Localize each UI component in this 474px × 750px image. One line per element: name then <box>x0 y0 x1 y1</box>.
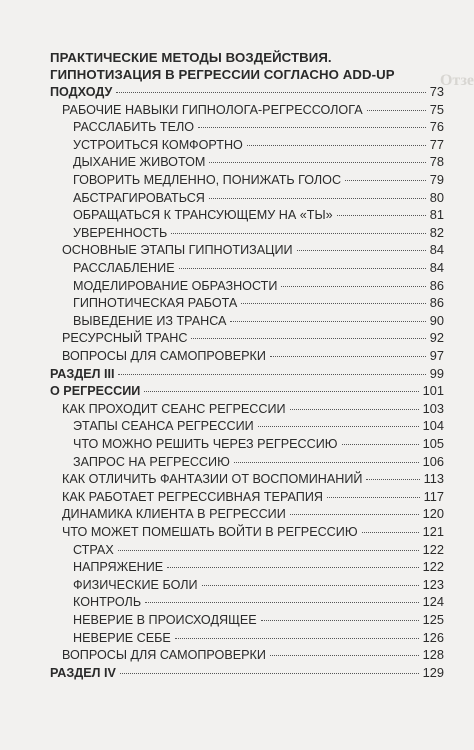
toc-entry <box>50 664 444 681</box>
toc-entry-title: РАССЛАБИТЬ ТЕЛО <box>73 120 195 135</box>
toc-entry-page-number: 122 <box>422 541 444 557</box>
toc-entry-title: РЕСУРСНЫЙ ТРАНС <box>62 331 188 346</box>
toc-entry-title: КОНТРОЛЬ <box>73 595 142 610</box>
dot-leader <box>241 303 425 304</box>
toc-entry-page-number: 120 <box>422 506 444 522</box>
toc-entry-title: СТРАХ <box>73 542 114 557</box>
toc-entry <box>62 646 444 663</box>
toc-entry-title: НЕВЕРИЕ СЕБЕ <box>73 630 171 645</box>
toc-entry <box>73 611 444 628</box>
toc-entry-title: РАССЛАБЛЕНИЕ <box>73 261 175 275</box>
dot-leader <box>118 374 425 375</box>
toc-entry <box>62 241 444 258</box>
toc-entry-page-number: 79 <box>429 172 444 187</box>
toc-entry-page-number: 123 <box>422 576 444 592</box>
toc-entry-page-number: 97 <box>429 348 444 363</box>
toc-entry-title: ДИНАМИКА КЛИЕНТА В РЕГРЕССИИ <box>62 507 286 522</box>
toc-entry-title: РАЗДЕЛ III <box>50 366 115 381</box>
dot-leader <box>270 356 426 357</box>
toc-entry <box>73 136 444 153</box>
toc-entry-title: НЕВЕРИЕ В ПРОИСХОДЯЩЕЕ <box>73 613 257 627</box>
toc-entry <box>73 417 444 434</box>
toc-entry-page-number: 84 <box>429 242 444 258</box>
toc-entry-page-number: 84 <box>429 260 444 275</box>
toc-entry <box>73 294 444 311</box>
dot-leader <box>209 162 425 163</box>
toc-entry-title: ПОДХОДУ <box>50 85 113 99</box>
toc-entry-page-number: 75 <box>429 101 444 117</box>
toc-entry <box>73 558 444 575</box>
dot-leader <box>120 673 419 674</box>
toc-entry-page-number: 129 <box>422 664 444 680</box>
toc-entry-title: РАБОЧИЕ НАВЫКИ ГИПНОЛОГА-РЕГРЕССОЛОГА <box>62 102 363 117</box>
toc-entry-page-number: 86 <box>429 277 444 293</box>
dot-leader <box>342 444 419 445</box>
toc-entry <box>73 312 444 329</box>
toc-entry-page-number: 99 <box>429 365 444 381</box>
toc-entry-title: ОБРАЩАТЬСЯ К ТРАНСУЮЩЕМУ НА «ТЫ» <box>73 208 333 223</box>
toc-entry <box>50 382 444 399</box>
toc-entry <box>62 505 444 522</box>
dot-leader <box>116 92 425 93</box>
toc-entry-title: ГИПНОТИЧЕСКАЯ РАБОТА <box>73 296 238 311</box>
toc-entry-page-number: 81 <box>429 207 444 223</box>
toc-entry-page-number: 77 <box>429 136 444 152</box>
toc-entry-title: АБСТРАГИРОВАТЬСЯ <box>73 190 205 205</box>
toc-entry-title: УСТРОИТЬСЯ КОМФОРТНО <box>73 137 243 152</box>
dot-leader <box>290 514 419 515</box>
toc-entry <box>62 101 444 118</box>
toc-entry <box>62 488 444 505</box>
toc-entry-page-number: 86 <box>429 295 444 311</box>
dot-leader <box>171 233 426 234</box>
dot-leader <box>366 479 419 480</box>
toc-entry-title: ЧТО МОЖНО РЕШИТЬ ЧЕРЕЗ РЕГРЕССИЮ <box>73 437 338 451</box>
dot-leader <box>234 462 419 463</box>
dot-leader <box>345 180 426 181</box>
toc-entry-page-number: 76 <box>429 119 444 135</box>
dot-leader <box>327 497 420 498</box>
toc-entry-page-number: 82 <box>429 224 444 240</box>
toc-entry-page-number: 92 <box>429 330 444 346</box>
toc-entry-title: КАК РАБОТАЕТ РЕГРЕССИВНАЯ ТЕРАПИЯ <box>62 489 323 504</box>
dot-leader <box>144 391 418 392</box>
dot-leader <box>191 338 425 339</box>
dot-leader <box>145 602 419 603</box>
toc-entry-title: ВЫВЕДЕНИЕ ИЗ ТРАНСА <box>73 313 227 328</box>
dot-leader <box>202 585 419 586</box>
toc-entry-page-number: 90 <box>429 312 444 328</box>
toc-entry <box>73 171 444 188</box>
toc-entry-page-number: 106 <box>422 453 444 469</box>
dot-leader <box>247 145 426 146</box>
toc-entry-title: ГОВОРИТЬ МЕДЛЕННО, ПОНИЖАТЬ ГОЛОС <box>73 173 342 187</box>
toc-entry <box>73 206 444 223</box>
toc-entry-page-number: 124 <box>422 594 444 610</box>
toc-entry-page-number: 128 <box>422 647 444 663</box>
toc-entry-title: ДЫХАНИЕ ЖИВОТОМ <box>73 155 206 170</box>
toc-entry-title: ВОПРОСЫ ДЛЯ САМОПРОВЕРКИ <box>62 648 266 663</box>
dot-leader <box>258 426 419 427</box>
dot-leader <box>367 110 426 111</box>
toc-entry <box>62 347 444 364</box>
dot-leader <box>290 409 419 410</box>
toc-entry-title: УВЕРЕННОСТЬ <box>73 225 168 240</box>
toc-entry <box>62 523 444 540</box>
dot-leader <box>118 550 419 551</box>
toc-entry-title: ОСНОВНЫЕ ЭТАПЫ ГИПНОТИЗАЦИИ <box>62 243 293 258</box>
toc-entry-page-number: 113 <box>423 471 444 487</box>
toc-entry <box>73 153 444 170</box>
toc-entry-page-number: 78 <box>429 154 444 170</box>
bleed-through-text: Отзе <box>439 72 474 89</box>
toc-entry <box>50 365 444 382</box>
toc-entry-page-number: 105 <box>422 436 444 451</box>
section-heading-line-2: ГИПНОТИЗАЦИЯ В РЕГРЕССИИ СОГЛАСНО ADD-UP <box>50 67 395 82</box>
toc-entry <box>73 224 444 241</box>
toc-entry-title: ФИЗИЧЕСКИЕ БОЛИ <box>73 577 198 592</box>
dot-leader <box>209 198 426 199</box>
section-heading-line-1: ПРАКТИЧЕСКИЕ МЕТОДЫ ВОЗДЕЙСТВИЯ. <box>50 50 332 65</box>
toc-entry <box>73 453 444 470</box>
dot-leader <box>281 286 425 287</box>
toc-entry <box>73 576 444 593</box>
toc-entry <box>73 118 444 135</box>
dot-leader <box>337 215 426 216</box>
toc-entry-page-number: 117 <box>423 488 444 504</box>
toc-entry-title: ВОПРОСЫ ДЛЯ САМОПРОВЕРКИ <box>62 349 266 363</box>
dot-leader <box>175 638 419 639</box>
toc-entry-title: ЗАПРОС НА РЕГРЕССИЮ <box>73 454 230 469</box>
toc-entry-page-number: 103 <box>422 400 444 416</box>
toc-entry-title: НАПРЯЖЕНИЕ <box>73 560 164 575</box>
dot-leader <box>297 250 426 251</box>
dot-leader <box>179 268 426 269</box>
toc-entry-title: МОДЕЛИРОВАНИЕ ОБРАЗНОСТИ <box>73 278 278 293</box>
toc-entry <box>62 329 444 346</box>
dot-leader <box>167 567 418 568</box>
toc-entry-title: РАЗДЕЛ IV <box>50 665 116 680</box>
dot-leader <box>261 620 419 621</box>
toc-entry-page-number: 101 <box>422 383 444 399</box>
toc-entry-title: КАК ПРОХОДИТ СЕАНС РЕГРЕССИИ <box>62 401 286 416</box>
toc-entry <box>73 259 444 276</box>
toc-entry <box>73 277 444 294</box>
toc-entry <box>62 470 444 487</box>
toc-entry <box>73 593 444 610</box>
toc-entry-page-number: 80 <box>429 189 444 205</box>
toc-entry-page-number: 126 <box>422 629 444 645</box>
dot-leader <box>230 321 425 322</box>
toc-entry-title: О РЕГРЕССИИ <box>50 384 141 399</box>
toc-entry <box>73 189 444 206</box>
toc-entry-title: ЧТО МОЖЕТ ПОМЕШАТЬ ВОЙТИ В РЕГРЕССИЮ <box>62 525 358 539</box>
toc-entry-page-number: 121 <box>422 524 444 539</box>
toc-entry-title: ЭТАПЫ СЕАНСА РЕГРЕССИИ <box>73 419 254 434</box>
toc-entry <box>62 400 444 417</box>
toc-entry <box>73 435 444 452</box>
dot-leader <box>198 127 426 128</box>
dot-leader <box>362 532 419 533</box>
toc-entry-title: КАК ОТЛИЧИТЬ ФАНТАЗИИ ОТ ВОСПОМИНАНИЙ <box>62 472 363 487</box>
toc-entry-page-number: 104 <box>422 418 444 434</box>
dot-leader <box>270 655 419 656</box>
toc-entry-page-number: 125 <box>422 612 444 627</box>
toc-entry-page-number: 122 <box>422 559 444 575</box>
toc-entry <box>73 629 444 646</box>
toc-entry <box>73 541 444 558</box>
toc-entry-page-number: 73 <box>429 84 444 99</box>
toc-entry <box>50 83 444 100</box>
